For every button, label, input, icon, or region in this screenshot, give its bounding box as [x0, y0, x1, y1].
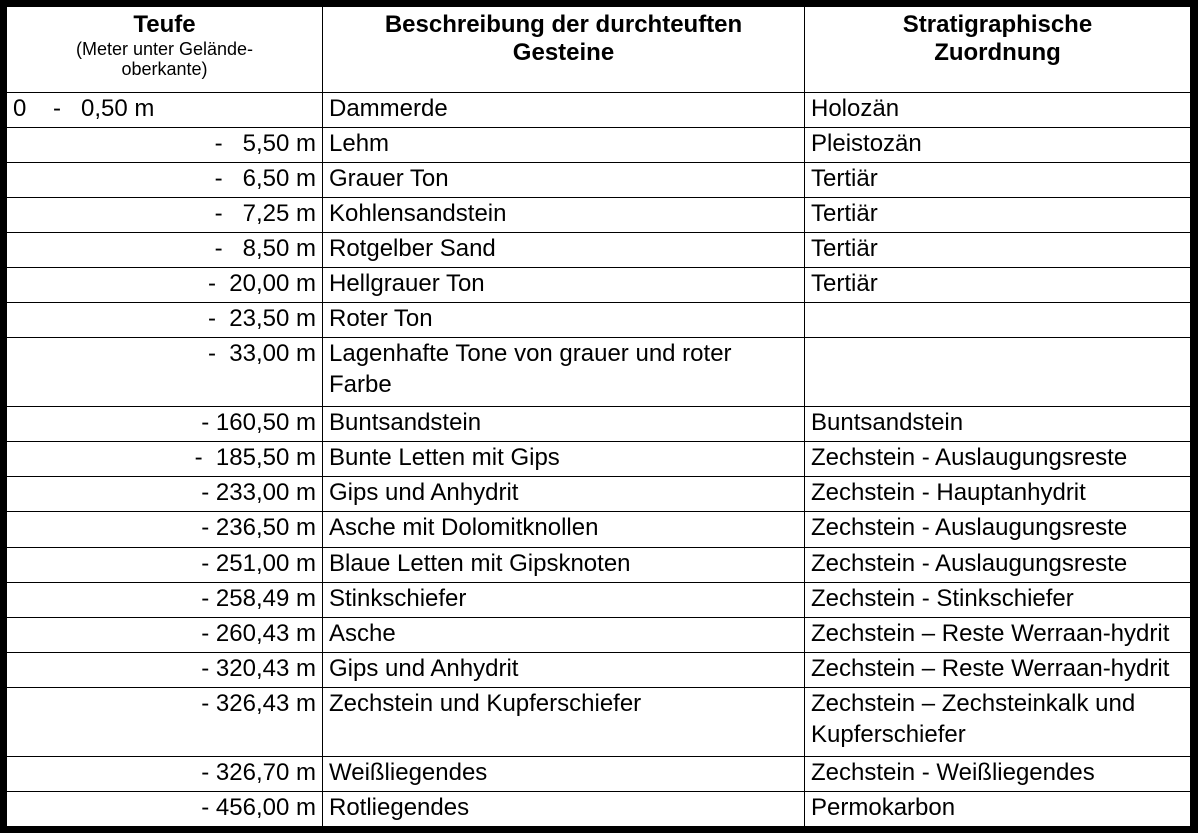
table-row [7, 652, 1191, 687]
table-row [7, 407, 1191, 442]
depth-value: - 258,49 m [201, 584, 316, 612]
stratigraphy-cell: Zechstein - Stinkschiefer [805, 582, 1191, 617]
depth-cell [7, 128, 323, 163]
stratigraphy-cell: Tertiär [805, 268, 1191, 303]
table-row [7, 547, 1191, 582]
table-row [7, 442, 1191, 477]
depth-cell [7, 442, 323, 477]
stratigraphy-cell: Tertiär [805, 163, 1191, 198]
stratigraphy-cell: Zechstein - Weißliegendes [805, 756, 1191, 791]
table-row [7, 477, 1191, 512]
table-row [7, 338, 1191, 407]
depth-value: - 185,50 m [194, 444, 316, 472]
depth-cell [7, 198, 323, 233]
stratigraphy-cell: Tertiär [805, 233, 1191, 268]
rock-description-cell: Blaue Letten mit Gipsknoten [323, 547, 805, 582]
stratigraphy-cell [805, 338, 1191, 407]
rock-description-cell: Zechstein und Kupferschiefer [323, 687, 805, 756]
rock-description-cell: Kohlensandstein [323, 198, 805, 233]
table-row [7, 687, 1191, 756]
table-row [7, 163, 1191, 198]
rock-description-cell: Dammerde [323, 93, 805, 128]
depth-value: - 20,00 m [207, 270, 316, 298]
depth-value: - 260,43 m [201, 619, 316, 647]
depth-cell [7, 547, 323, 582]
depth-value: - 326,43 m [201, 689, 316, 717]
stratigraphy-table [6, 6, 1191, 827]
depth-cell [7, 652, 323, 687]
rock-description-cell: Rotliegendes [323, 791, 805, 826]
depth-value: - 236,50 m [201, 514, 316, 542]
depth-value: 0 - 0,50 m [13, 95, 155, 122]
depth-value: - 326,70 m [201, 758, 316, 786]
header-depth [7, 7, 323, 93]
header-stratigraphy [805, 7, 1191, 93]
depth-cell [7, 93, 323, 128]
rock-description-cell: Rotgelber Sand [323, 233, 805, 268]
depth-cell [7, 477, 323, 512]
stratigraphy-cell: Zechstein - Auslaugungsreste [805, 512, 1191, 547]
depth-cell [7, 512, 323, 547]
header-description-line1: Beschreibung der durchteuften [384, 11, 743, 38]
depth-cell [7, 617, 323, 652]
depth-cell [7, 407, 323, 442]
stratigraphy-cell: Pleistozän [805, 128, 1191, 163]
table-row [7, 512, 1191, 547]
depth-cell [7, 268, 323, 303]
depth-cell [7, 163, 323, 198]
table-row [7, 128, 1191, 163]
stratigraphy-cell: Permokarbon [805, 791, 1191, 826]
stratigraphy-cell: Zechstein – Reste Werraan-hydrit [805, 652, 1191, 687]
table-body [7, 93, 1191, 827]
table-row [7, 198, 1191, 233]
table-header-row [7, 7, 1191, 93]
depth-value: - 33,00 m [207, 340, 316, 368]
table-row [7, 791, 1191, 826]
depth-cell [7, 687, 323, 756]
stratigraphy-cell: Zechstein – Zechsteinkalk und Kupferschiefer [805, 687, 1191, 756]
depth-value: - 8,50 m [214, 235, 316, 263]
table-row [7, 93, 1191, 128]
stratigraphy-cell: Buntsandstein [805, 407, 1191, 442]
stratigraphy-cell: Zechstein - Hauptanhydrit [805, 477, 1191, 512]
header-depth-title: Teufe [133, 11, 196, 38]
header-stratigraphy-line1: Stratigraphische [902, 11, 1093, 38]
rock-description-cell: Stinkschiefer [323, 582, 805, 617]
depth-cell [7, 303, 323, 338]
depth-cell [7, 338, 323, 407]
depth-value: - 160,50 m [201, 409, 316, 437]
depth-cell [7, 791, 323, 826]
depth-value: - 23,50 m [207, 305, 316, 333]
depth-cell [7, 233, 323, 268]
depth-value: - 320,43 m [201, 654, 316, 682]
rock-description-cell: Lagenhafte Tone von grauer und roter Farbe [323, 338, 805, 407]
depth-value: - 233,00 m [201, 479, 316, 507]
stratigraphy-cell: Zechstein - Auslaugungsreste [805, 442, 1191, 477]
table-row [7, 617, 1191, 652]
rock-description-cell: Gips und Anhydrit [323, 652, 805, 687]
stratigraphy-cell: Zechstein – Reste Werraan-hydrit [805, 617, 1191, 652]
rock-description-cell: Roter Ton [323, 303, 805, 338]
header-description [323, 7, 805, 93]
table-row [7, 233, 1191, 268]
rock-description-cell: Gips und Anhydrit [323, 477, 805, 512]
stratigraphy-cell: Holozän [805, 93, 1191, 128]
rock-description-cell: Weißliegendes [323, 756, 805, 791]
rock-description-cell: Grauer Ton [323, 163, 805, 198]
rock-description-cell: Buntsandstein [323, 407, 805, 442]
header-stratigraphy-line2: Zuordnung [934, 39, 1061, 66]
depth-value: - 456,00 m [201, 793, 316, 821]
table-row [7, 582, 1191, 617]
table-row [7, 303, 1191, 338]
rock-description-cell: Asche mit Dolomitknollen [323, 512, 805, 547]
depth-value: - 6,50 m [214, 165, 316, 193]
stratigraphy-cell: Tertiär [805, 198, 1191, 233]
rock-description-cell: Asche [323, 617, 805, 652]
stratigraphy-cell [805, 303, 1191, 338]
depth-value: - 5,50 m [214, 130, 316, 158]
depth-value: - 251,00 m [201, 549, 316, 577]
header-depth-subtitle-line1: (Meter unter Gelände- [75, 39, 254, 59]
table-row [7, 268, 1191, 303]
depth-cell [7, 582, 323, 617]
table-row [7, 756, 1191, 791]
depth-value: - 7,25 m [214, 200, 316, 228]
stratigraphy-cell: Zechstein - Auslaugungsreste [805, 547, 1191, 582]
header-description-line2: Gesteine [512, 39, 615, 66]
header-depth-subtitle-line2: oberkante) [121, 59, 208, 79]
rock-description-cell: Hellgrauer Ton [323, 268, 805, 303]
rock-description-cell: Lehm [323, 128, 805, 163]
depth-cell [7, 756, 323, 791]
rock-description-cell: Bunte Letten mit Gips [323, 442, 805, 477]
